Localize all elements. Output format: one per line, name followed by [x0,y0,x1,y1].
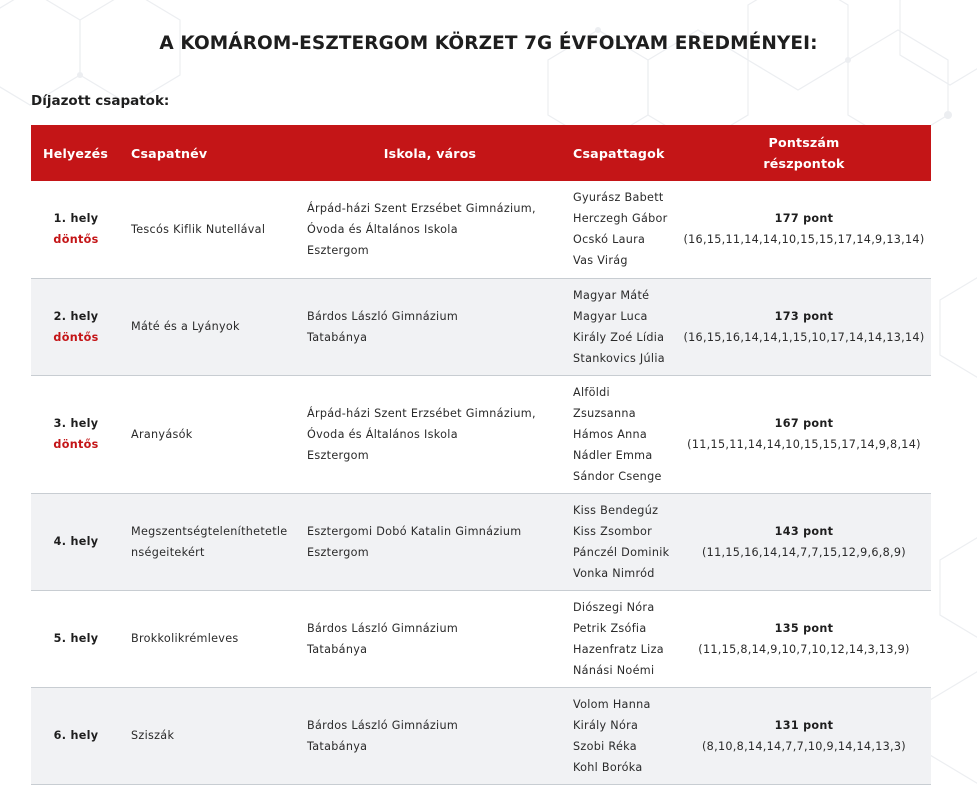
team-name-line: Sziszák [131,729,175,742]
team-name-cell [121,278,297,375]
rank-cell [31,687,121,784]
member-name: Hazenfratz Liza [573,642,664,656]
member-name: Volom Hanna [573,697,651,711]
member-name: Diószegi Nóra [573,600,655,614]
member-name: Alföldi [573,385,610,399]
rank-cell [31,375,121,493]
points-total: 173 pont [774,309,834,323]
school-line: Bárdos László Gimnázium [307,309,459,323]
members-cell [563,687,677,784]
members-cell [563,493,677,590]
member-name: Herczegh Gábor [573,212,668,226]
table-row [31,493,931,590]
points-cell [677,590,931,687]
team-name-line: nségeitekért [131,545,205,559]
member-name: Zsuzsanna [573,406,636,420]
column-header-points [677,125,931,181]
rank-label: 2. hely [53,309,99,323]
rank-label: 3. hely [53,417,99,430]
member-name: Kiss Zsombor [573,524,653,538]
team-name-line: Brokkolikrémleves [131,632,239,645]
member-name: Magyar Máté [573,288,650,302]
finalist-label: döntős [53,438,99,451]
school-line: Esztergom [307,243,369,257]
points-total: 167 pont [774,417,834,430]
team-name-cell [121,375,297,493]
school-line: Esztergom [307,545,369,559]
team-name-line: Aranyásók [131,427,193,441]
rank-label: 4. hely [53,535,99,548]
members-cell [563,590,677,687]
team-name-line: Megszentségteleníthetetle [131,524,288,538]
rank-cell [31,181,121,278]
school-line: Bárdos László Gimnázium [307,621,459,635]
member-name: Nádler Emma [573,448,653,462]
team-name-line: Tescós Kiflik Nutellával [131,222,266,236]
member-name: Vas Virág [573,254,628,268]
school-line: Tatabánya [307,739,368,753]
points-cell [677,278,931,375]
rank-label: 6. hely [53,729,99,742]
points-cell [677,181,931,278]
member-name: Király Nóra [573,718,639,732]
section-title: Díjazott csapatok: [31,93,170,109]
points-total: 131 pont [774,718,834,732]
points-total: 135 pont [774,621,834,635]
school-line: Bárdos László Gimnázium [307,718,459,732]
column-header-school: Iskola, város [297,125,563,181]
rank-cell [31,590,121,687]
member-name: Kiss Bendegúz [573,503,659,517]
points-total: 143 pont [774,524,834,538]
school-line: Tatabánya [307,330,368,344]
column-header-rank: Helyezés [31,125,121,181]
school-line: Árpád-házi Szent Erzsébet Gimnázium, [307,406,536,420]
points-cell [677,375,931,493]
school-line: Esztergomi Dobó Katalin Gimnázium [307,524,522,538]
members-cell [563,181,677,278]
points-subscores: (16,15,16,14,14,1,15,10,17,14,14,13,14) [683,330,925,344]
results-table [31,125,931,785]
school-cell [297,687,563,784]
table-row [31,590,931,687]
column-header-members: Csapattagok [563,125,677,181]
table-row [31,375,931,493]
column-header-team: Csapatnév [121,125,297,181]
column-header-points-line2: részpontok [763,156,845,171]
member-name: Ocskó Laura [573,233,646,247]
points-total: 177 pont [774,212,834,226]
results-table-body [31,181,931,784]
points-cell [677,493,931,590]
points-subscores: (16,15,11,14,14,10,15,15,17,14,9,13,14) [683,233,925,247]
member-name: Sándor Csenge [573,469,662,483]
table-header-row [31,125,931,181]
school-line: Tatabánya [307,642,368,656]
school-line: Óvoda és Általános Iskola [307,427,458,441]
school-line: Árpád-házi Szent Erzsébet Gimnázium, [307,201,536,215]
points-subscores: (11,15,8,14,9,10,7,10,12,14,3,13,9) [698,642,910,656]
finalist-label: döntős [53,330,99,344]
member-name: Hámos Anna [573,427,648,441]
rank-cell [31,493,121,590]
school-line: Esztergom [307,448,369,462]
rank-label: 1. hely [53,212,99,226]
member-name: Király Zoé Lídia [573,330,665,344]
member-name: Magyar Luca [573,309,648,323]
points-subscores: (11,15,11,14,14,10,15,15,17,14,9,8,14) [687,438,921,451]
school-cell [297,375,563,493]
member-name: Petrik Zsófia [573,621,647,635]
points-subscores: (8,10,8,14,14,7,7,10,9,14,14,13,3) [702,739,906,753]
rank-label: 5. hely [53,632,99,645]
table-row [31,687,931,784]
team-name-cell [121,590,297,687]
member-name: Szobi Réka [573,739,637,753]
members-cell [563,375,677,493]
member-name: Gyurász Babett [573,191,664,205]
page-title: A KOMÁROM-ESZTERGOM KÖRZET 7G ÉVFOLYAM EREDMÉNYEI: [159,33,818,54]
finalist-label: döntős [53,233,99,247]
points-subscores: (11,15,16,14,14,7,7,15,12,9,6,8,9) [702,545,906,559]
members-cell [563,278,677,375]
team-name-cell [121,687,297,784]
school-line: Óvoda és Általános Iskola [307,222,458,236]
member-name: Kohl Boróka [573,760,643,774]
member-name: Nánási Noémi [573,663,655,677]
member-name: Stankovics Júlia [573,351,665,365]
table-row [31,181,931,278]
team-name-cell [121,181,297,278]
school-cell [297,181,563,278]
school-cell [297,590,563,687]
team-name-cell [121,493,297,590]
points-cell [677,687,931,784]
school-cell [297,493,563,590]
rank-cell [31,278,121,375]
member-name: Vonka Nimród [573,566,655,580]
member-name: Pánczél Dominik [573,545,670,559]
column-header-points-line1: Pontszám [768,135,840,150]
team-name-line: Máté és a Lyányok [131,320,240,333]
table-row [31,278,931,375]
school-cell [297,278,563,375]
